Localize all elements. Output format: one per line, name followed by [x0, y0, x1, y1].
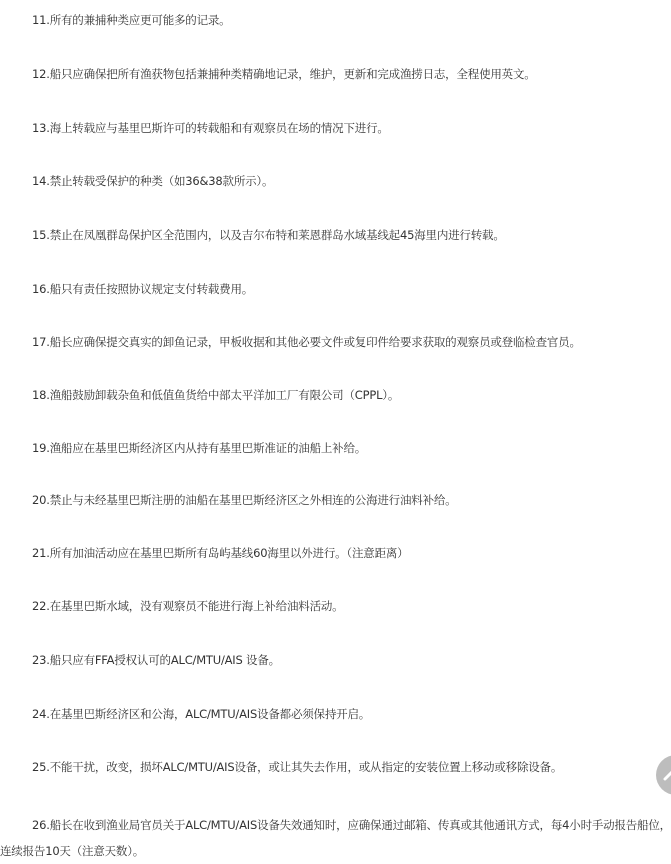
paragraph-19: 19.渔船应在基里巴斯经济区内从持有基里巴斯准证的油船上补给。 [32, 441, 367, 455]
paragraph-12: 12.船只应确保把所有渔获物包括兼捕种类精确地记录，维护，更新和完成渔捞日志，全程使用英文。 [32, 67, 536, 81]
paragraph-17: 17.船长应确保提交真实的卸鱼记录，甲板收据和其他必要文件或复印件给要求获取的观察员或登临检查官员。 [32, 335, 581, 349]
paragraph-18: 18.渔船鼓励卸载杂鱼和低值鱼货给中部太平洋加工厂有限公司（CPPL）。 [32, 388, 400, 402]
paragraph-15: 15.禁止在凤凰群岛保护区全范围内，以及吉尔布特和莱恩群岛水域基线起45海里内进行转载。 [32, 228, 505, 242]
paragraph-20: 20.禁止与未经基里巴斯注册的油船在基里巴斯经济区之外相连的公海进行油料补给。 [32, 493, 457, 507]
paragraph-24: 24.在基里巴斯经济区和公海，ALC/MTU/AIS设备都必须保持开启。 [32, 707, 371, 721]
paragraph-21: 21.所有加油活动应在基里巴斯所有岛屿基线60海里以外进行。（注意距离） [32, 546, 409, 560]
paragraph-14: 14.禁止转载受保护的种类（如36&38款所示）。 [32, 174, 274, 188]
paragraph-23: 23.船只应有FFA授权认可的ALC/MTU/AIS 设备。 [32, 653, 280, 667]
paragraph-16: 16.船只有责任按照协议规定支付转载费用。 [32, 282, 254, 296]
paragraph-25: 25.不能干扰，改变，损坏ALC/MTU/AIS设备，或让其失去作用，或从指定的安装位置上移动或移除设备。 [32, 760, 563, 774]
paragraph-22: 22.在基里巴斯水域，没有观察员不能进行海上补给油料活动。 [32, 599, 344, 613]
chevron-up-icon [662, 764, 671, 784]
paragraph-11: 11.所有的兼捕种类应更可能多的记录。 [32, 13, 231, 27]
paragraph-26: 26.船长在收到渔业局官员关于ALC/MTU/AIS设备失效通知时，应确保通过邮箱、传真或其他通讯方式，每4小时手动报告船位，连续报告10天（注意天数）。 [0, 818, 671, 858]
paragraph-13: 13.海上转载应与基里巴斯许可的转载船和有观察员在场的情况下进行。 [32, 121, 389, 135]
